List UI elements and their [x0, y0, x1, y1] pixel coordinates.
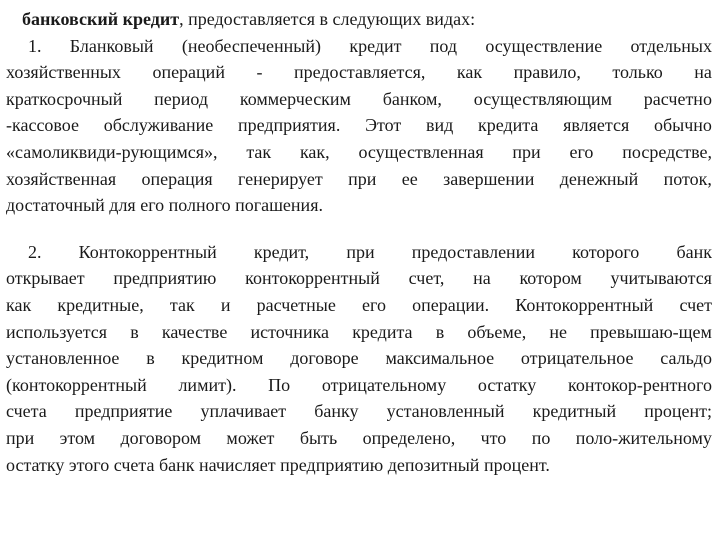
word: остатку этого счета банк начисляет предприятию депозитный процент. [6, 454, 550, 475]
word: остатку [477, 374, 537, 395]
word: правило, [513, 62, 581, 83]
word: кредитный [532, 401, 617, 422]
word: поло-жительному [575, 427, 712, 448]
text-line [6, 239, 712, 266]
word: отрицательное [520, 348, 634, 369]
word: уплачивает [200, 401, 287, 422]
text-line [6, 33, 712, 60]
word: предоставлении [411, 241, 535, 262]
text-line [6, 166, 712, 193]
text-line [6, 59, 712, 86]
word: расчетные [256, 294, 336, 315]
word: осуществленная [358, 141, 484, 162]
word: кредит [349, 35, 402, 56]
word: счета [6, 401, 47, 422]
word: используется [6, 321, 108, 342]
word: (необеспеченный) [181, 35, 322, 56]
word: договором [120, 427, 202, 448]
word: под [429, 35, 458, 56]
word: так [169, 294, 195, 315]
word: достаточный для его полного погашения. [6, 195, 323, 216]
word: (контокоррентный [6, 374, 147, 395]
word: Контокоррентный [78, 241, 217, 262]
word: как [456, 62, 483, 83]
text-line [6, 139, 712, 166]
word: при [348, 168, 377, 189]
word: при [512, 141, 541, 162]
word: поток, [663, 168, 712, 189]
word: является [563, 115, 630, 136]
word: кредитные, [57, 294, 144, 315]
word: только [612, 62, 663, 83]
text-line [6, 86, 712, 113]
text-line [6, 425, 712, 452]
word: хозяйственных [6, 62, 121, 83]
word: операция [141, 168, 213, 189]
word: качестве [161, 321, 228, 342]
text-line [6, 345, 712, 372]
word: операций [152, 62, 225, 83]
word: превышаю-щем [590, 321, 712, 342]
word: контокоррентный [245, 268, 380, 289]
word: осуществление [485, 35, 603, 56]
text-line [6, 292, 712, 319]
word: банку [314, 401, 359, 422]
word: 1. [28, 35, 42, 56]
word: установленное [6, 348, 120, 369]
word: в [435, 321, 445, 342]
word: контокор-рентного [567, 374, 712, 395]
paragraph-gap [6, 219, 712, 239]
word: отдельных [630, 35, 712, 56]
word: которого [572, 241, 640, 262]
word: «самоликвиди-рующимся», [6, 141, 218, 162]
word: предприятию [113, 268, 217, 289]
word: период [154, 88, 209, 109]
word: лимит). [178, 374, 237, 395]
word: источника [250, 321, 330, 342]
word: -кассовое [6, 115, 80, 136]
word: котором [519, 268, 582, 289]
word: этом [59, 427, 96, 448]
word: объеме, [467, 321, 527, 342]
word: в [146, 348, 155, 369]
word: что [480, 427, 507, 448]
word: обычно [653, 115, 712, 136]
word: По [268, 374, 291, 395]
word: кредита [477, 115, 539, 136]
word: посредстве, [622, 141, 712, 162]
word: его [362, 294, 386, 315]
word: на [694, 62, 712, 83]
word: отрицательному [321, 374, 447, 395]
word: кредитном [181, 348, 264, 369]
text-line [6, 319, 712, 346]
word: вид [425, 115, 454, 136]
word: обслуживание [103, 115, 214, 136]
word: и [220, 294, 231, 315]
word: так [246, 141, 272, 162]
word: завершении [443, 168, 535, 189]
word: предприятие [74, 401, 173, 422]
word: денежный [559, 168, 639, 189]
text-line [6, 265, 712, 292]
word: генерирует [237, 168, 323, 189]
word: максимальное [385, 348, 495, 369]
word: его [569, 141, 594, 162]
text-line [6, 372, 712, 399]
word: открывает [6, 268, 85, 289]
word: в [130, 321, 139, 342]
word: краткосрочный [6, 88, 123, 109]
word: банком, [382, 88, 442, 109]
word: сальдо [660, 348, 712, 369]
word: не [549, 321, 567, 342]
word: Этот [365, 115, 402, 136]
text-line [6, 398, 712, 425]
word: при [6, 427, 35, 448]
word: коммерческим [239, 88, 351, 109]
word: учитываются [610, 268, 712, 289]
text-line [6, 112, 712, 139]
word: расчетно [643, 88, 712, 109]
word: по [531, 427, 551, 448]
word: как [6, 294, 32, 315]
word: быть [299, 427, 338, 448]
word: кредит, [253, 241, 310, 262]
word: операции. [412, 294, 490, 315]
word: банк [676, 241, 712, 262]
word: определено, [362, 427, 456, 448]
word: - [256, 62, 263, 83]
word: Бланковый [69, 35, 154, 56]
word: предоставляется, [293, 62, 426, 83]
word: на [473, 268, 491, 289]
text-line [6, 192, 712, 219]
word: кредита [352, 321, 413, 342]
intro-text: , предоставляется в следующих видах: [179, 9, 476, 29]
paragraph-1 [6, 33, 712, 219]
paragraph-2 [6, 239, 712, 478]
word: осуществляющим [473, 88, 612, 109]
word: договоре [290, 348, 359, 369]
word: установленный [386, 401, 505, 422]
word: процент; [644, 401, 712, 422]
word: счет, [408, 268, 445, 289]
text-line [6, 452, 712, 479]
word: как, [299, 141, 330, 162]
intro-term: банковский кредит [22, 9, 180, 29]
intro-line [6, 6, 712, 33]
word: счет [679, 294, 712, 315]
word: 2. [28, 241, 42, 262]
word: может [226, 427, 275, 448]
word: Контокоррентный [515, 294, 654, 315]
word: ее [401, 168, 418, 189]
word: хозяйственная [6, 168, 117, 189]
word: при [346, 241, 375, 262]
word: предприятия. [237, 115, 341, 136]
